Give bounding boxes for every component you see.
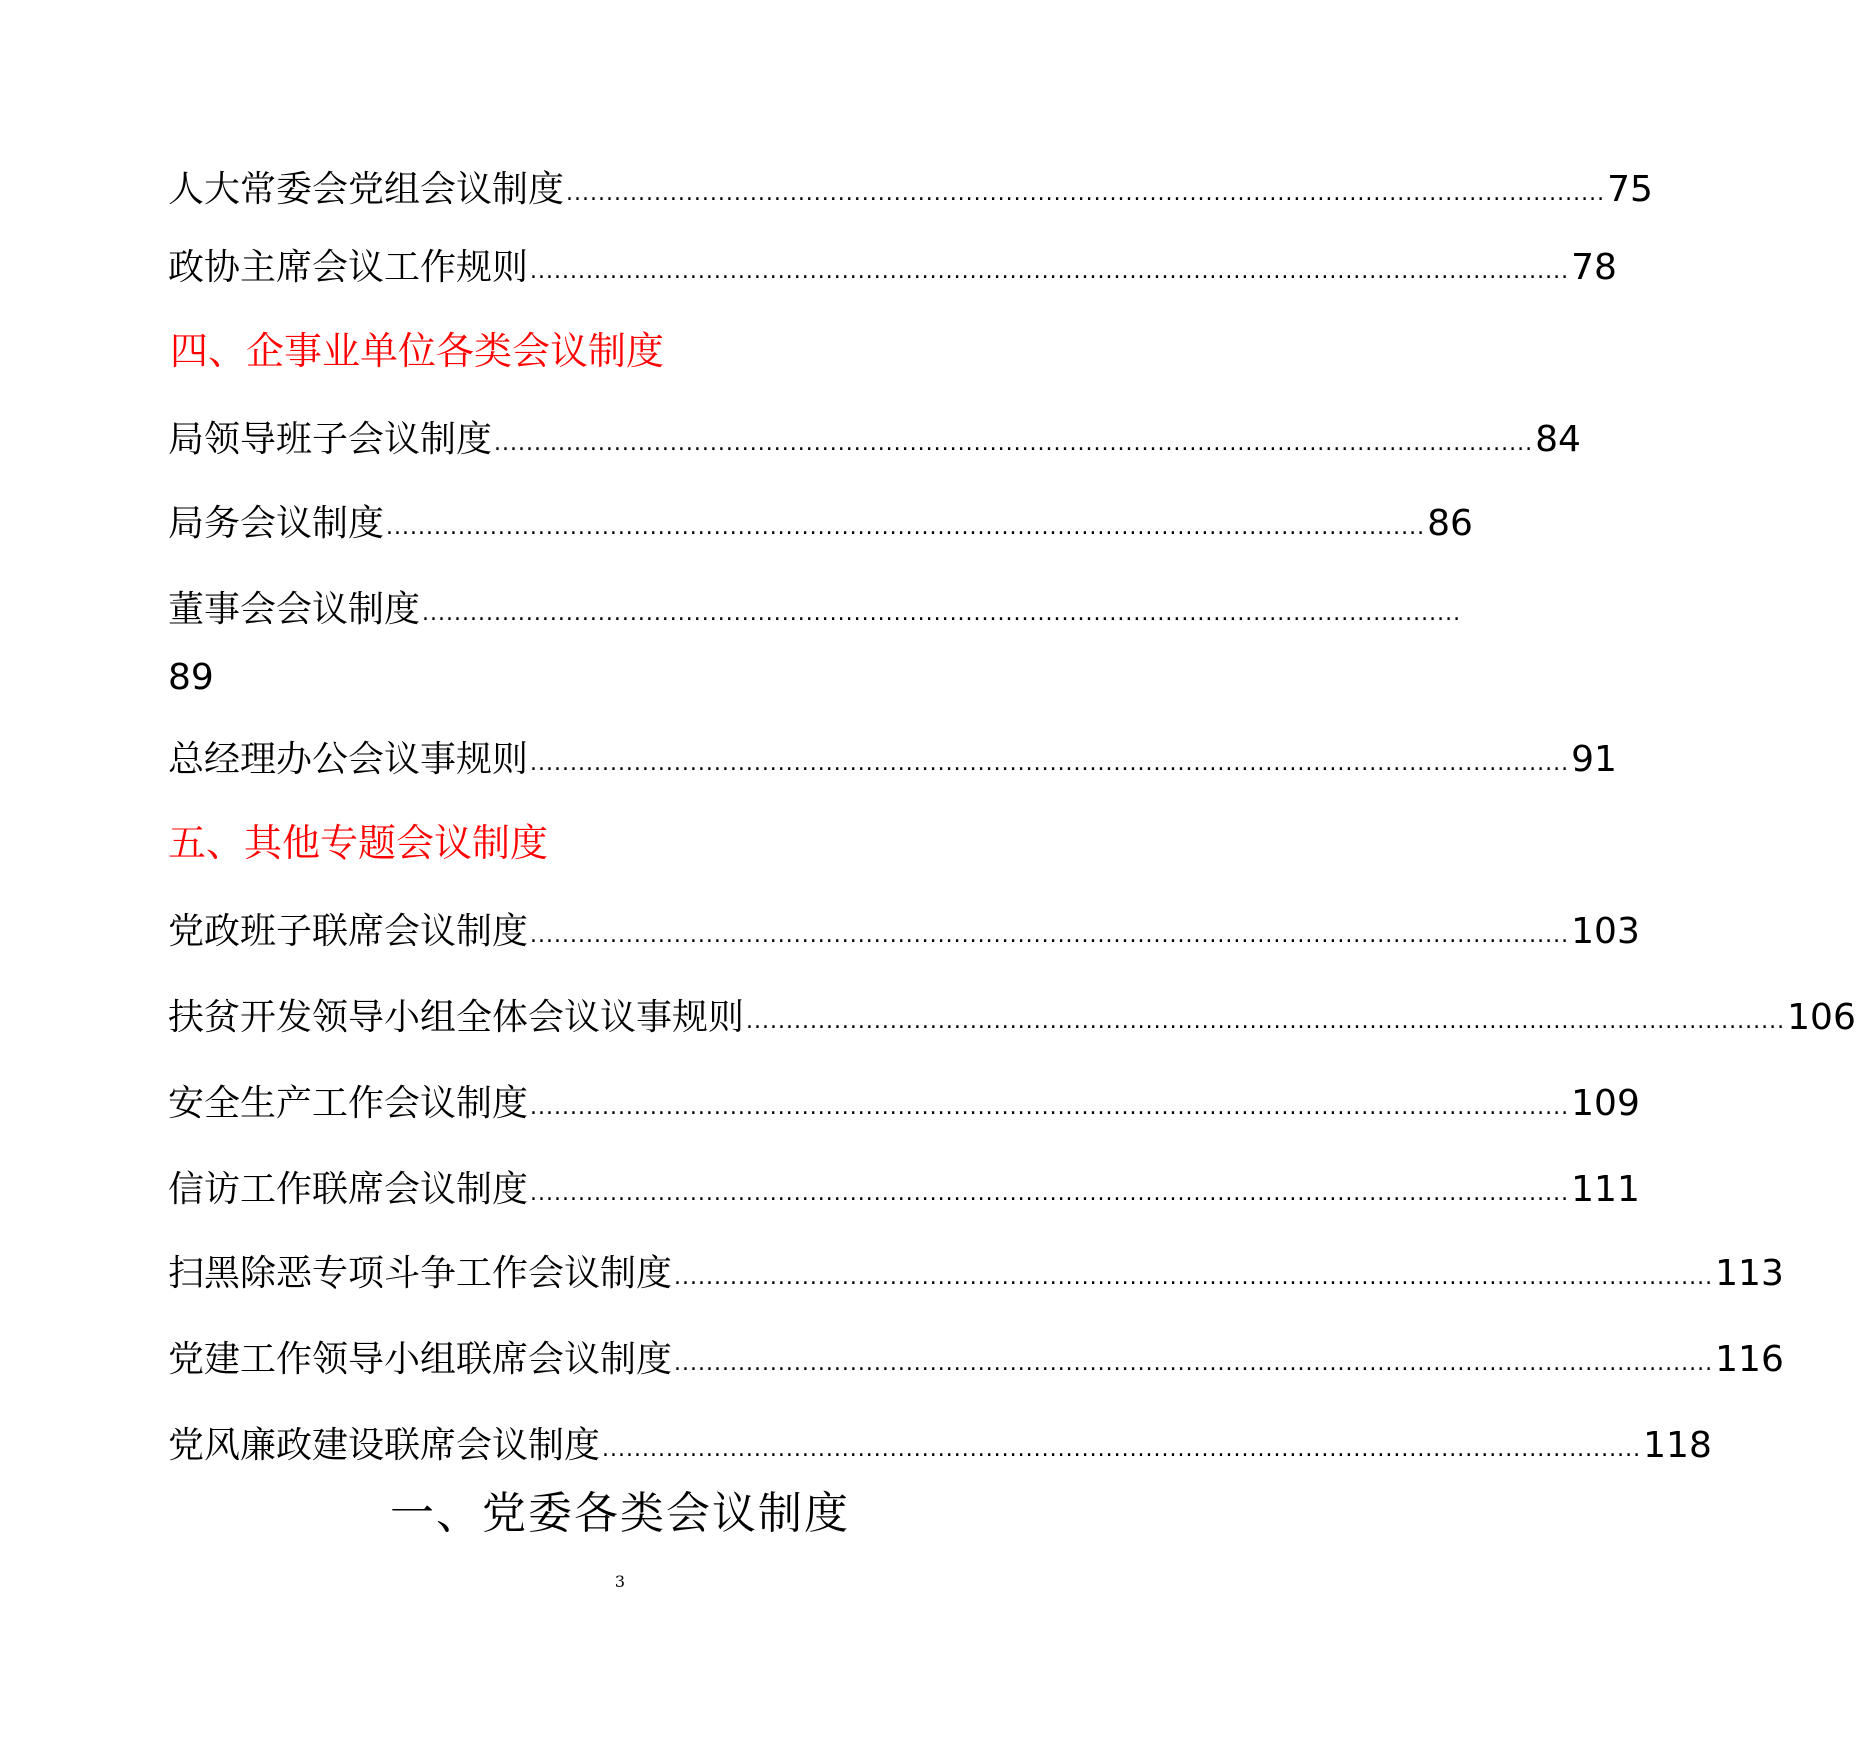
toc-entry-title: 政协主席会议工作规则: [168, 247, 529, 288]
dot-leader: ..................................................................................................................................: [530, 751, 1570, 776]
dot-leader: ..................................................................................................................................: [674, 1265, 1714, 1290]
toc-entry-title: 董事会会议制度: [168, 589, 421, 630]
toc-entry-page: 116: [1715, 1339, 1784, 1380]
toc-entry[interactable]: [168, 568, 1462, 630]
section-heading: 五、其他专题会议制度: [168, 821, 549, 865]
page-number: 3: [614, 1572, 626, 1591]
toc-entry[interactable]: [168, 148, 1653, 210]
dot-leader: ..................................................................................................................................: [530, 923, 1570, 948]
dot-leader: ..................................................................................................................................: [530, 259, 1570, 284]
toc-entry-title: 局领导班子会议制度: [168, 419, 493, 460]
toc-entry-page: 111: [1571, 1169, 1640, 1210]
dot-leader: ..................................................................................................................................: [494, 431, 1534, 456]
toc-entry-title: 党政班子联席会议制度: [168, 911, 529, 952]
dot-leader: ..................................................................................................................................: [422, 601, 1462, 626]
toc-entry-title: 人大常委会党组会议制度: [168, 169, 565, 210]
toc-entry-page: 113: [1715, 1253, 1784, 1294]
chapter-heading: 一、党委各类会议制度: [390, 1488, 850, 1539]
toc-entry[interactable]: [168, 226, 1617, 288]
toc-entry-page: 78: [1571, 247, 1617, 288]
toc-entry[interactable]: [168, 482, 1473, 544]
toc-entry-page: 91: [1571, 739, 1617, 780]
toc-entry[interactable]: [168, 1404, 1712, 1466]
toc-entry[interactable]: [168, 1232, 1784, 1294]
dot-leader: ..................................................................................................................................: [566, 181, 1606, 206]
section-heading: 四、企事业单位各类会议制度: [170, 329, 665, 373]
toc-entry[interactable]: [168, 398, 1581, 460]
toc-entry[interactable]: [168, 976, 1856, 1038]
toc-entry-title: 扫黑除恶专项斗争工作会议制度: [168, 1253, 673, 1294]
toc-entry-page: 86: [1427, 503, 1473, 544]
toc-entry-title: 党建工作领导小组联席会议制度: [168, 1339, 673, 1380]
toc-entry-title: 局务会议制度: [168, 503, 385, 544]
dot-leader: ..................................................................................................................................: [674, 1351, 1714, 1376]
dot-leader: ..................................................................................................................................: [602, 1437, 1642, 1462]
toc-entry[interactable]: [168, 890, 1640, 952]
toc-entry-page: 118: [1643, 1425, 1712, 1466]
toc-entry-title: 扶贫开发领导小组全体会议议事规则: [168, 997, 745, 1038]
toc-entry-page: 103: [1571, 911, 1640, 952]
toc-entry-title: 党风廉政建设联席会议制度: [168, 1425, 601, 1466]
toc-entry-title: 总经理办公会议事规则: [168, 739, 529, 780]
dot-leader: ..................................................................................................................................: [530, 1181, 1570, 1206]
toc-entry[interactable]: [168, 718, 1617, 780]
toc-entry[interactable]: [168, 1062, 1640, 1124]
toc-entry-page: 75: [1607, 169, 1653, 210]
toc-entry-page: 89: [168, 657, 214, 698]
dot-leader: ..................................................................................................................................: [746, 1009, 1786, 1034]
toc-entry-page: 106: [1787, 997, 1856, 1038]
dot-leader: ..................................................................................................................................: [530, 1095, 1570, 1120]
toc-entry-page: 109: [1571, 1083, 1640, 1124]
toc-entry[interactable]: [168, 1318, 1784, 1380]
toc-entry-page: 84: [1535, 419, 1581, 460]
dot-leader: ..................................................................................................................................: [386, 515, 1426, 540]
toc-entry-title: 安全生产工作会议制度: [168, 1083, 529, 1124]
toc-entry[interactable]: [168, 1148, 1640, 1210]
toc-entry-title: 信访工作联席会议制度: [168, 1169, 529, 1210]
